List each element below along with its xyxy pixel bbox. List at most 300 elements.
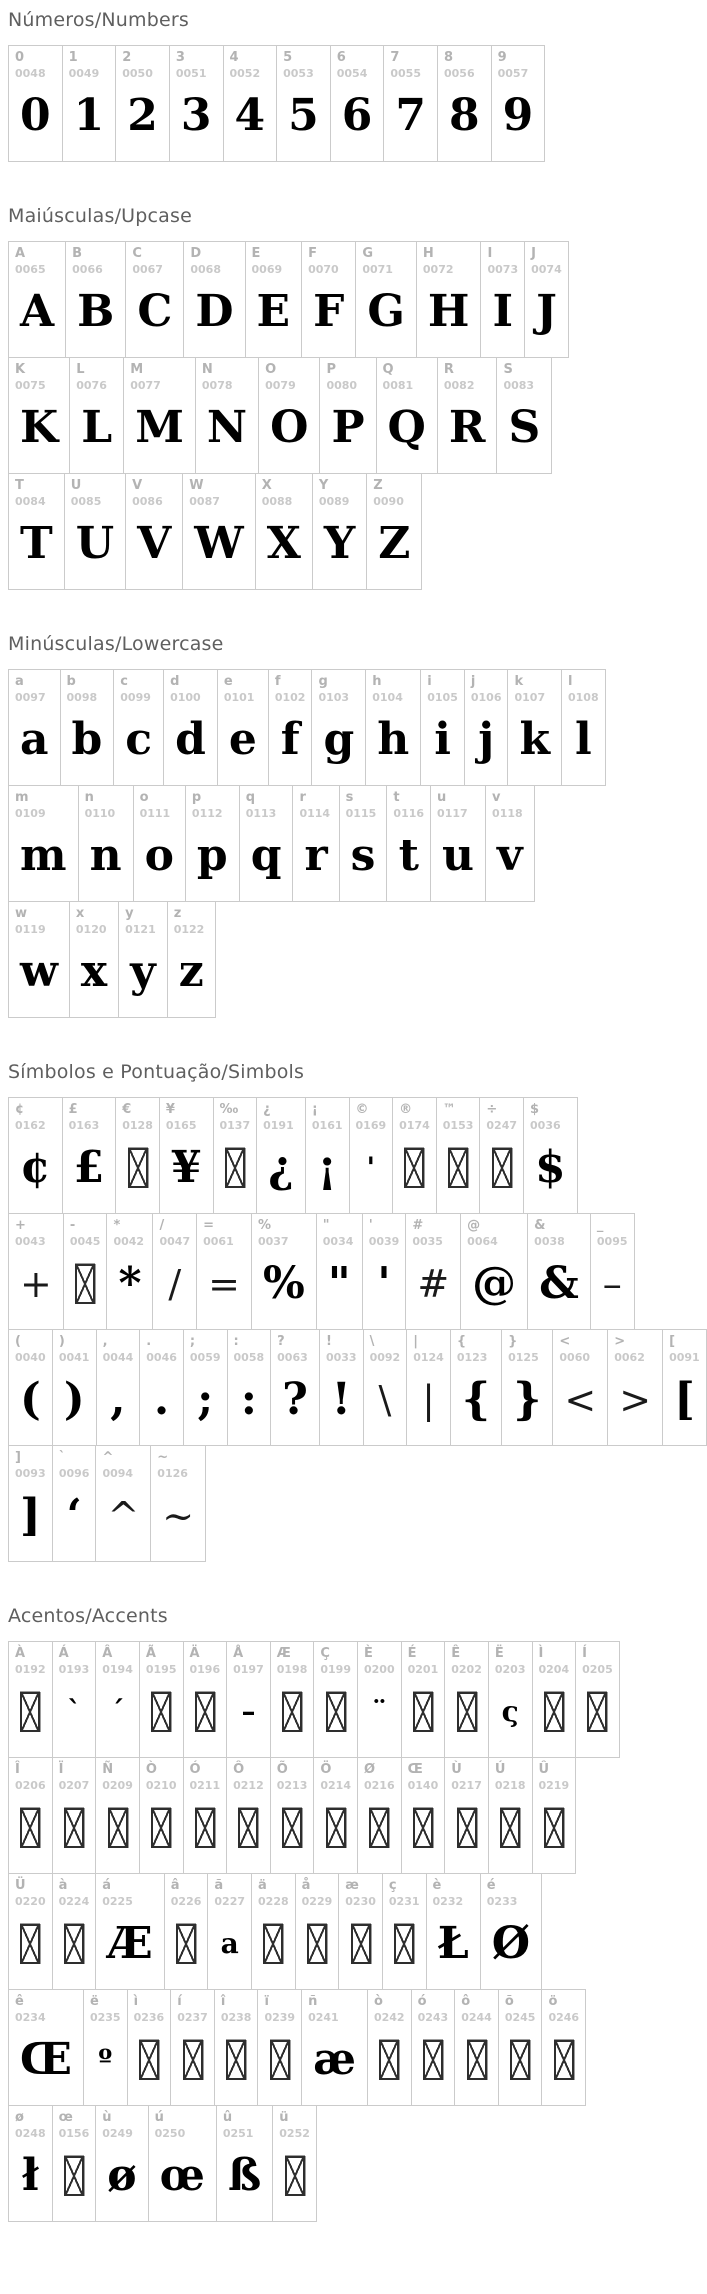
cell-glyph-area [140,1365,183,1445]
cell-glyph-area [9,509,64,589]
cell-unicode-label: 0033 [325,1351,357,1364]
cell-glyph-area [116,81,169,161]
cell-char-label: è [432,1878,442,1893]
glyph-row [8,45,544,162]
cell-glyph-area [465,705,508,785]
glyph-cell [357,1641,402,1758]
cell-char-label: z [173,906,182,921]
cell-unicode-label: 0162 [15,1119,46,1132]
cell-unicode-label: 0243 [417,2011,449,2024]
cell-unicode-label: 0097 [15,691,46,704]
cell-glyph-area [499,2025,542,2105]
cell-unicode-label: 0063 [277,1351,308,1364]
cell-char-label: ê [15,1994,24,2009]
cell-char-label: 9 [497,50,507,65]
cell-glyph-area [339,1909,382,1989]
cell-unicode-label: 0225 [102,1895,133,1908]
glyph-cell [214,1989,259,2106]
cell-glyph-area [126,277,183,357]
notdef-box-icon [282,1692,302,1732]
cell-unicode-label: 0095 [596,1235,628,1248]
notdef-box-icon [20,1924,40,1964]
cell-char-label: p [191,790,202,805]
cell-char-label: ë [89,1994,99,2009]
cell-glyph-area [317,1249,362,1329]
cell-char-label: Ä [189,1646,200,1661]
cell-glyph: ] [20,1490,41,1541]
cell-glyph: Q [387,402,426,453]
cell-glyph: + [20,1262,52,1306]
glyph-grid [8,241,661,590]
cell-char-label: Û [538,1762,550,1777]
glyph-cell [362,1213,407,1330]
cell-glyph-area [53,1793,96,1873]
cell-char-label: Ç [320,1646,330,1661]
cell-unicode-label: 0081 [382,379,414,392]
cell-glyph-area [96,1909,164,1989]
cell-unicode-label: 0052 [229,67,261,80]
glyph-cell [196,1213,252,1330]
cell-char-label: € [122,1102,132,1117]
glyph-cell [383,45,438,162]
cell-char-label: á [102,1878,112,1893]
glyph-cell [301,241,356,358]
cell-unicode-label: 0038 [534,1235,565,1248]
cell-char-label: å [301,1878,311,1893]
cell-char-label: ' [368,1218,373,1233]
cell-unicode-label: 0220 [15,1895,46,1908]
cell-glyph: – [241,1695,256,1728]
cell-unicode-label: 0128 [122,1119,153,1132]
cell-unicode-label: 0056 [444,67,475,80]
cell-char-label: _ [596,1218,604,1233]
cell-unicode-label: 0252 [279,2127,310,2140]
section-title: Maiúsculas/Upcase [8,205,193,227]
glyph-cell [382,1873,427,1990]
cell-glyph-area [437,1133,480,1213]
glyph-cell [62,1097,117,1214]
cell-glyph-area [184,1677,227,1757]
glyph-cell [437,45,492,162]
cell-char-label: I [487,246,493,261]
glyph-cell [401,1641,446,1758]
cell-unicode-label: 0043 [15,1235,46,1248]
cell-glyph: u [442,830,475,881]
cell-char-label: Ò [145,1762,157,1777]
cell-glyph: æ [313,2034,356,2085]
cell-unicode-label: 0119 [15,923,46,936]
glyph-cell [159,1097,214,1214]
cell-unicode-label: 0076 [76,379,107,392]
cell-unicode-label: 0062 [614,1351,645,1364]
cell-unicode-label: 0123 [456,1351,488,1364]
glyph-cell [480,241,525,358]
glyph-cell [239,785,294,902]
cell-glyph: $ [535,1142,566,1193]
cell-glyph-area [53,1481,96,1561]
glyph-cell [524,241,569,358]
cell-char-label: m [15,790,29,805]
cell-glyph: C [137,286,173,337]
glyph-cell [590,1213,635,1330]
cell-glyph: > [619,1378,652,1422]
cell-char-label: © [355,1102,369,1117]
cell-char-label: ‰ [219,1102,239,1117]
cell-glyph: v [497,830,523,881]
cell-char-label: , [102,1334,108,1349]
notdef-box-icon [183,2040,203,2080]
glyph-cell [8,785,79,902]
cell-glyph: 6 [341,90,373,141]
glyph-cell [164,1873,209,1990]
cell-unicode-label: 0235 [89,2011,121,2024]
glyph-cell [8,1873,53,1990]
cell-glyph-area [96,1793,139,1873]
cell-char-label: # [412,1218,424,1233]
section-accents [8,1604,661,2222]
cell-glyph-area [542,2025,585,2105]
cell-glyph-area [240,821,293,901]
cell-glyph-area [486,821,534,901]
cell-unicode-label: 0037 [257,1235,289,1248]
cell-unicode-label: 0140 [407,1779,439,1792]
cell-char-label: Ê [451,1646,461,1661]
cell-unicode-label: 0053 [283,67,314,80]
cell-glyph-area [96,1481,150,1561]
cell-glyph-area [296,1909,339,1989]
glyph-cell [258,357,320,474]
cell-glyph: ¿ [268,1142,294,1193]
cell-glyph-area [438,81,491,161]
cell-glyph-area [502,1365,552,1445]
cell-unicode-label: 0137 [219,1119,251,1132]
notdef-box-icon [500,1808,520,1848]
cell-unicode-label: 0084 [15,495,46,508]
cell-glyph: 5 [288,90,319,141]
cell-glyph: < [564,1378,597,1422]
cell-glyph-area [480,1133,523,1213]
glyph-cell [69,901,119,1018]
cell-char-label: W [189,478,204,493]
cell-char-label: Õ [276,1762,288,1777]
cell-unicode-label: 0213 [276,1779,308,1792]
cell-glyph: t [398,830,419,881]
glyph-row [8,1989,585,2106]
cell-char-label: ú [154,2110,164,2125]
cell-glyph: j [478,714,495,765]
cell-glyph: 7 [395,90,426,141]
cell-unicode-label: 0237 [177,2011,208,2024]
cell-glyph: r [304,830,328,881]
glyph-cell [152,1213,197,1330]
cell-unicode-label: 0057 [497,67,529,80]
cell-glyph: % [262,1258,305,1309]
cell-glyph-area [451,1365,501,1445]
cell-unicode-label: 0192 [15,1663,46,1676]
glyph-cell [270,1757,315,1874]
cell-glyph-area [184,1793,227,1873]
cell-glyph-area [277,81,330,161]
glyph-cell [272,2105,317,2222]
notdef-box-icon [587,1692,607,1732]
glyph-cell [270,1641,315,1758]
cell-char-label: u [437,790,447,805]
section-lowercase [8,632,661,1018]
glyph-cell [401,1757,446,1874]
cell-char-label: ÷ [486,1102,498,1117]
cell-glyph-area [406,1249,460,1329]
cell-char-label: Ô [233,1762,245,1777]
cell-glyph: & [539,1258,579,1309]
cell-glyph: G [367,286,405,337]
cell-glyph-area [313,509,366,589]
cell-glyph: a [20,714,49,765]
cell-glyph: ' [377,1258,391,1309]
cell-unicode-label: 0042 [113,1235,145,1248]
glyph-cell [552,1329,608,1446]
glyph-cell [185,785,240,902]
cell-glyph: w [20,946,58,997]
cell-glyph-area [273,2141,316,2221]
cell-glyph: } [513,1374,542,1425]
glyph-cell [454,1989,499,2106]
cell-glyph-area [134,821,185,901]
cell-unicode-label: 0098 [66,691,98,704]
cell-unicode-label: 0165 [165,1119,197,1132]
cell-char-label: Z [373,478,383,493]
glyph-cell [338,1873,383,1990]
cell-char-label: T [15,478,24,493]
cell-char-label: t [393,790,400,805]
glyph-cell [464,669,509,786]
cell-char-label: n [84,790,94,805]
cell-glyph: £ [73,1142,105,1193]
cell-glyph-area [114,705,163,785]
cell-glyph-area [312,705,365,785]
glyph-cell [357,1757,402,1874]
cell-unicode-label: 0250 [154,2127,186,2140]
cell-glyph-area [417,277,481,357]
glyph-cell [216,2105,273,2222]
cell-unicode-label: 0117 [437,807,468,820]
cell-char-label: 7 [390,50,400,65]
cell-char-label: L [76,362,85,377]
cell-glyph: " [327,1258,351,1309]
cell-unicode-label: 0045 [69,1235,101,1248]
cell-unicode-label: 0204 [538,1663,570,1676]
cell-glyph-area [402,1677,445,1757]
cell-char-label: M [130,362,144,377]
cell-unicode-label: 0229 [301,1895,333,1908]
cell-char-label: ; [189,1334,196,1349]
cell-char-label: Ã [145,1646,156,1661]
glyph-row [8,785,534,902]
cell-char-label: Ó [189,1762,201,1777]
cell-char-label: é [486,1878,496,1893]
cell-unicode-label: 0111 [139,807,171,820]
cell-glyph-area [427,1909,480,1989]
notdef-box-icon [369,1808,389,1848]
notdef-box-icon [128,1148,148,1188]
glyph-cell [319,1329,364,1446]
glyph-row [8,1641,619,1758]
cell-glyph-area [608,1365,662,1445]
glyph-cell [133,785,186,902]
cell-unicode-label: 0210 [145,1779,177,1792]
cell-glyph-area [79,821,133,901]
cell-glyph-area [9,2141,52,2221]
glyph-cell [52,1445,97,1562]
cell-char-label: A [15,246,26,261]
cell-glyph: y [130,946,156,997]
cell-glyph-area [258,2025,301,2105]
cell-char-label: g [318,674,328,689]
section-numbers [8,8,661,162]
cell-glyph-area [97,1365,140,1445]
cell-unicode-label: 0224 [58,1895,90,1908]
cell-unicode-label: 0103 [318,691,350,704]
glyph-cell [498,1989,543,2106]
cell-glyph-area [184,1365,227,1445]
cell-unicode-label: 0088 [261,495,293,508]
cell-char-label: > [614,1334,626,1349]
cell-glyph: B [77,286,115,337]
cell-unicode-label: 0124 [413,1351,444,1364]
cell-char-label: G [362,246,373,261]
cell-char-label: ù [102,2110,112,2125]
cell-glyph: T [20,518,53,569]
cell-unicode-label: 0244 [461,2011,492,2024]
glyph-cell [123,357,196,474]
cell-glyph-area [340,821,387,901]
cell-glyph-area [9,1481,52,1561]
cell-unicode-label: 0058 [233,1351,265,1364]
cell-glyph-area [407,1365,450,1445]
cell-unicode-label: 0086 [132,495,163,508]
cell-unicode-label: 0075 [15,379,46,392]
glyph-row [8,241,568,358]
cell-char-label: s [345,790,354,805]
cell-glyph-area [96,2141,147,2221]
cell-glyph-area [126,509,182,589]
cell-unicode-label: 0068 [190,263,221,276]
glyph-cell [118,901,168,1018]
cell-glyph: p [196,830,228,881]
cell-glyph: O [270,402,309,453]
glyph-cell [8,1213,64,1330]
cell-glyph: q [250,830,282,881]
cell-glyph: 9 [502,90,534,141]
cell-glyph-area [492,81,545,161]
notdef-box-icon [394,1924,414,1964]
cell-unicode-label: 0245 [504,2011,536,2024]
cell-glyph-area [525,277,568,357]
glyph-row [8,357,551,474]
cell-glyph-area [412,2025,455,2105]
glyph-cell [444,1641,489,1758]
cell-unicode-label: 0232 [432,1895,464,1908]
cell-char-label: l [567,674,573,689]
cell-glyph-area [524,1133,577,1213]
cell-unicode-label: 0209 [102,1779,133,1792]
cell-unicode-label: 0239 [264,2011,296,2024]
cell-glyph: = [208,1262,240,1306]
notdef-box-icon [448,1148,468,1188]
cell-glyph-area [70,937,118,1017]
cell-unicode-label: 0205 [582,1663,613,1676]
glyph-grid [8,1097,700,1562]
cell-char-label: 8 [444,50,454,65]
cell-unicode-label: 0193 [58,1663,90,1676]
cell-glyph-area [168,937,215,1017]
cell-glyph: Y [323,518,356,569]
cell-unicode-label: 0251 [222,2127,254,2140]
cell-glyph-area [96,1677,139,1757]
cell-glyph-area [53,2141,96,2221]
cell-glyph: 8 [449,90,480,141]
glyph-cell [95,1445,151,1562]
glyph-cell [60,669,115,786]
cell-char-label: = [203,1218,215,1233]
cell-unicode-label: 0174 [399,1119,430,1132]
cell-glyph-area [576,1677,619,1757]
cell-glyph-area [183,509,254,589]
cell-unicode-label: 0114 [299,807,331,820]
cell-glyph-area [269,705,312,785]
cell-glyph-area [314,1677,357,1757]
section-title: Símbolos e Pontuação/Simbols [8,1061,305,1083]
cell-unicode-label: 0212 [233,1779,264,1792]
cell-glyph: [ [674,1374,695,1425]
glyph-cell [363,1329,408,1446]
glyph-cell [95,1641,140,1758]
glyph-cell [8,1641,53,1758]
cell-unicode-label: 0196 [189,1663,221,1676]
cell-glyph: D [195,286,234,337]
glyph-cell [313,1757,358,1874]
cell-char-label: Î [15,1762,20,1777]
cell-char-label: y [125,906,134,921]
cell-unicode-label: 0105 [427,691,458,704]
cell-glyph-area [246,277,302,357]
notdef-box-icon [64,2156,84,2196]
cell-glyph-area [367,509,421,589]
cell-glyph-area [377,393,437,473]
cell-glyph: * [118,1258,142,1309]
cell-unicode-label: 0228 [258,1895,289,1908]
cell-unicode-label: 0242 [373,2011,405,2024]
cell-unicode-label: 0236 [133,2011,165,2024]
cell-glyph-area [9,277,65,357]
glyph-cell [8,1445,53,1562]
cell-char-label: O [265,362,277,377]
cell-char-label: / [159,1218,165,1233]
notdef-box-icon [423,2040,443,2080]
notdef-box-icon [413,1692,433,1732]
cell-glyph-area [196,393,258,473]
cell-char-label: h [372,674,382,689]
cell-char-label: w [15,906,28,921]
glyph-cell [430,785,486,902]
cell-glyph: R [448,402,486,453]
glyph-cell [8,473,65,590]
cell-glyph-area [227,1793,270,1873]
cell-glyph: Z [378,518,411,569]
glyph-cell [139,1757,184,1874]
glyph-cell [339,785,388,902]
cell-char-label: ® [399,1102,413,1117]
cell-glyph: 4 [234,90,266,141]
